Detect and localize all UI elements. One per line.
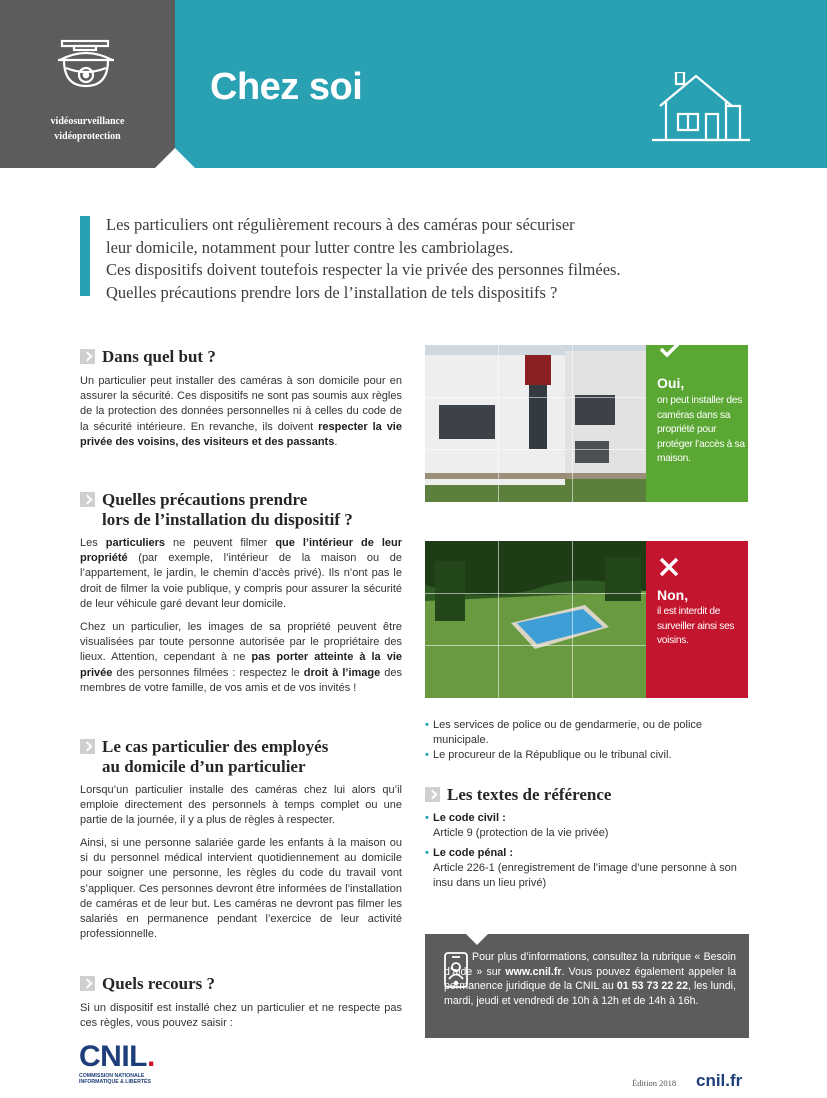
cross-icon bbox=[658, 556, 680, 578]
section-heading-precautions bbox=[80, 490, 353, 530]
house-photo bbox=[425, 345, 646, 502]
allowed-panel bbox=[646, 345, 748, 502]
reference-text: Article 226-1 (enregistrement de l’image d’une personne à son insu dans un lieu privé) bbox=[433, 862, 737, 890]
grid-line bbox=[498, 541, 499, 698]
pool-photo bbox=[425, 541, 646, 698]
grid-line bbox=[498, 345, 499, 502]
allowed-text: on peut installer des caméras dans sa propriété pour protéger l’accès à sa maison. bbox=[657, 395, 745, 464]
section-paragraph: Un particulier peut installer des caméras à son domicile pour en assurer la sécurité. Ces dispositifs ne sont pas soumis aux règles de la protection des données personnelles ni à celles du code de la sécurité intérieure. En revanche, ils doivent respecter la vie privée des voisins, des visiteurs et des passants. bbox=[80, 375, 402, 448]
forbidden-heading: Non, bbox=[657, 587, 689, 603]
logo-dot: . bbox=[147, 1040, 155, 1073]
section-heading-references bbox=[425, 785, 611, 805]
section-paragraph: Lorsqu’un particulier installe des caméras chez lui alors qu’il emploie directement des personnels à temps complet ou une partie de la journée, il y a plus de règles à respecter. bbox=[80, 784, 402, 827]
header-tag-videosurveillance: vidéosurveillance bbox=[50, 116, 125, 127]
section-paragraph: Ainsi, si une personne salariée garde les enfants à la maison ou si du personnel médical intervient quotidiennement au domicile pour soigner une personne, les règles du code du travail vont s’appliquer. Ces personnes devront être informées de l’installation de caméras et de leur but. Les caméras ne devront pas filmer les salariés en permanence pendant l’exercice de leur activité professionnelle. bbox=[80, 837, 402, 941]
forbidden-panel bbox=[646, 541, 748, 698]
check-icon bbox=[658, 343, 680, 359]
grid-line bbox=[572, 541, 573, 698]
section-paragraph: Si un dispositif est installé chez un particulier et ne respecte pas ces règles, vous pouvez saisir : bbox=[80, 1002, 402, 1030]
info-box-notch bbox=[466, 934, 488, 945]
grid-line bbox=[425, 397, 646, 398]
grid-line bbox=[425, 449, 646, 450]
section-heading-remedies bbox=[80, 974, 215, 994]
reference-civil bbox=[425, 811, 747, 841]
intro-accent-bar bbox=[80, 216, 90, 296]
chevron-right-icon bbox=[80, 976, 95, 991]
section-title: Quelles précautions prendre lors de l’installation du dispositif ? bbox=[102, 490, 353, 529]
header-tag-videoprotection: vidéoprotection bbox=[54, 131, 121, 142]
info-text: Pour plus d’informations, consultez la rubrique « Besoin d’aide » sur www.cnil.fr. Vous pouvez également appeler la permanence juridique de la CNIL au 01 53 73 22 22, les lundi, mardi, jeudi et vendredi de 10h à 12h et de 14h à 16h. bbox=[444, 951, 736, 1007]
list-item: • Les services de police ou de gendarmerie, ou de police municipale. bbox=[425, 718, 747, 748]
grid-line bbox=[425, 593, 646, 594]
logo-subtitle: INFORMATIQUE & LIBERTÉS bbox=[79, 1079, 151, 1085]
section-title: Quels recours ? bbox=[102, 974, 216, 993]
edition-label: Édition 2018 bbox=[632, 1078, 677, 1088]
cnil-website-link[interactable]: www.cnil.fr bbox=[505, 965, 562, 978]
page-title: Chez soi bbox=[210, 66, 363, 108]
house-illustration bbox=[425, 345, 646, 502]
cnil-logo bbox=[79, 1042, 155, 1085]
section-heading-purpose bbox=[80, 347, 216, 367]
reference-label: • Le code pénal : bbox=[425, 846, 747, 861]
intro-line: Les particuliers ont régulièrement recours à des caméras pour sécuriser bbox=[106, 215, 575, 234]
intro-line: Quelles précautions prendre lors de l’installation de tels dispositifs ? bbox=[106, 282, 558, 302]
section-paragraph: Chez un particulier, les images de sa propriété peuvent être visualisées par toute personne autorisée par le propriétaire des lieux. Attention, cependant à ne pas porter atteinte à la vie privée des personnes filmées : respectez le droit à l’image des membres de votre famille, de vos amis et de vos invités ! bbox=[80, 621, 402, 694]
grid-line bbox=[572, 345, 573, 502]
logo-wordmark: CNIL bbox=[79, 1040, 147, 1073]
header-notch bbox=[155, 148, 195, 168]
pool-illustration bbox=[425, 541, 646, 698]
cnil-site-link[interactable]: cnil.fr bbox=[696, 1071, 743, 1090]
reference-text: Article 9 (protection de la vie privée) bbox=[433, 827, 609, 840]
intro-line: Ces dispositifs doivent toutefois respecter la vie privée des personnes filmées. bbox=[106, 260, 621, 279]
grid-line bbox=[425, 645, 646, 646]
reference-label: • Le code civil : bbox=[425, 811, 747, 826]
section-paragraph: Les particuliers ne peuvent filmer que l’intérieur de leur propriété (par exemple, l’intérieur de la maison ou de l’appartement, le jardin, le chemin d’accès privé). Ils n’ont pas le droit de filmer la voie publique, y compris pour assurer la sécurité de leur véhicule garé devant leur domicile. bbox=[80, 537, 402, 610]
forbidden-text: il est interdit de surveiller ainsi ses voisins. bbox=[657, 606, 735, 646]
section-title: Le cas particulier des employés au domicile d’un particulier bbox=[102, 737, 329, 776]
house-icon bbox=[652, 72, 750, 144]
section-title: Dans quel but ? bbox=[102, 347, 216, 366]
recourse-list bbox=[425, 718, 747, 764]
logo-subtitle: COMMISSION NATIONALE bbox=[79, 1073, 145, 1079]
reference-penal bbox=[425, 846, 747, 892]
chevron-right-icon bbox=[80, 492, 95, 507]
cnil-phone-number: 01 53 73 22 22 bbox=[616, 980, 689, 992]
chevron-right-icon bbox=[80, 349, 95, 364]
surveillance-camera-icon bbox=[52, 38, 120, 94]
allowed-heading: Oui, bbox=[657, 375, 685, 391]
section-title: Les textes de référence bbox=[447, 785, 612, 804]
chevron-right-icon bbox=[80, 739, 95, 754]
intro-text bbox=[106, 214, 726, 304]
chevron-right-icon bbox=[425, 787, 440, 802]
list-item: • Le procureur de la République ou le tribunal civil. bbox=[425, 748, 747, 763]
section-heading-employees bbox=[80, 737, 328, 777]
intro-line: leur domicile, notamment pour lutter contre les cambriolages. bbox=[106, 237, 514, 257]
